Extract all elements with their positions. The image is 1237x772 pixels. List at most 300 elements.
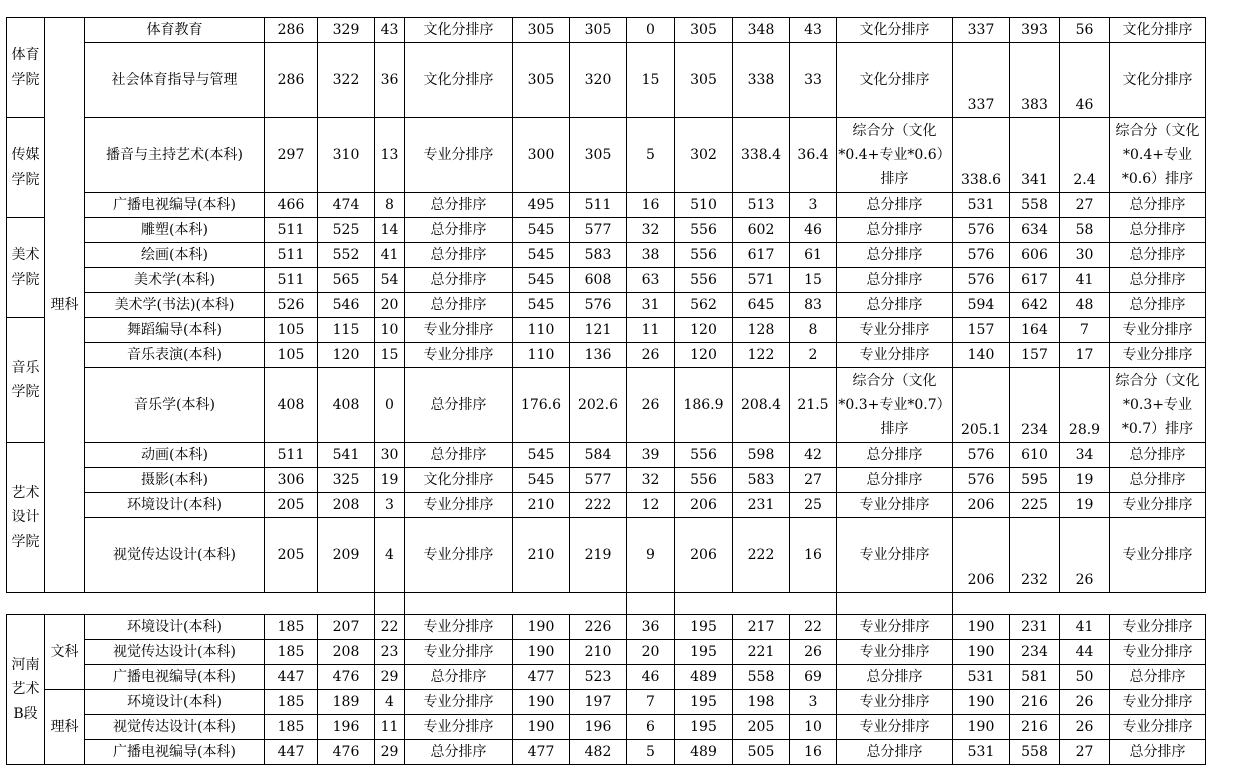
- score-cell: 477: [513, 665, 570, 690]
- score-cell: 26: [1060, 518, 1110, 593]
- score-cell: 0: [627, 18, 675, 43]
- major-cell: 视觉传达设计(本科): [85, 518, 265, 593]
- score-cell: 556: [675, 468, 733, 493]
- score-cell: 511: [570, 193, 627, 218]
- sort-method-cell: 专业分排序: [837, 615, 953, 640]
- score-cell: 44: [1060, 640, 1110, 665]
- sort-method-cell: 文化分排序: [405, 43, 513, 118]
- spacer-cell: [1010, 590, 1060, 615]
- score-cell: 305: [675, 43, 733, 118]
- table-row: [7, 193, 1206, 218]
- score-cell: 208: [318, 493, 375, 518]
- spacer-cell: [675, 590, 733, 615]
- score-cell: 36: [627, 615, 675, 640]
- score-cell: 531: [953, 665, 1010, 690]
- score-cell: 19: [1060, 468, 1110, 493]
- score-cell: 28.9: [1060, 368, 1110, 443]
- score-cell: 121: [570, 318, 627, 343]
- score-cell: 58: [1060, 218, 1110, 243]
- score-cell: 562: [675, 293, 733, 318]
- score-cell: 5: [627, 118, 675, 193]
- spacer-cell: [837, 590, 953, 615]
- sort-method-cell: 专业分排序: [837, 690, 953, 715]
- sort-method-cell: 专业分排序: [837, 715, 953, 740]
- sort-method-cell: 文化分排序: [1110, 43, 1206, 118]
- score-cell: 595: [1010, 468, 1060, 493]
- score-cell: 164: [1010, 318, 1060, 343]
- sort-method-cell: 专业分排序: [405, 640, 513, 665]
- score-cell: 226: [570, 615, 627, 640]
- table-row: [7, 243, 1206, 268]
- score-cell: 120: [675, 343, 733, 368]
- score-cell: 338.6: [953, 118, 1010, 193]
- spacer-cell: [570, 590, 627, 615]
- score-cell: 190: [953, 690, 1010, 715]
- major-cell: 音乐学(本科): [85, 368, 265, 443]
- sort-method-cell: 文化分排序: [405, 468, 513, 493]
- sort-method-cell: 专业分排序: [405, 715, 513, 740]
- score-cell: 5: [627, 740, 675, 765]
- score-cell: 565: [318, 268, 375, 293]
- score-cell: 476: [318, 740, 375, 765]
- score-cell: 602: [733, 218, 790, 243]
- section-cell: 理科: [45, 690, 85, 765]
- sort-method-cell: 总分排序: [837, 468, 953, 493]
- spacer-cell: [7, 590, 45, 615]
- score-cell: 36: [375, 43, 405, 118]
- spacer-cell: [953, 590, 1010, 615]
- score-cell: 15: [375, 343, 405, 368]
- sort-method-cell: 综合分（文化*0.4+专业*0.6）排序: [1110, 118, 1206, 193]
- spacer-cell: [265, 590, 318, 615]
- score-cell: 642: [1010, 293, 1060, 318]
- sort-method-cell: 专业分排序: [1110, 615, 1206, 640]
- score-cell: 83: [790, 293, 837, 318]
- score-cell: 63: [627, 268, 675, 293]
- sort-method-cell: 总分排序: [1110, 268, 1206, 293]
- score-cell: 305: [513, 18, 570, 43]
- score-cell: 3: [790, 193, 837, 218]
- sort-method-cell: 专业分排序: [837, 640, 953, 665]
- score-cell: 222: [570, 493, 627, 518]
- sort-method-cell: 专业分排序: [837, 318, 953, 343]
- score-cell: 0: [375, 368, 405, 443]
- score-cell: 190: [953, 615, 1010, 640]
- score-cell: 556: [675, 243, 733, 268]
- score-cell: 466: [265, 193, 318, 218]
- score-cell: 69: [790, 665, 837, 690]
- spacer-cell: [85, 590, 265, 615]
- score-cell: 447: [265, 740, 318, 765]
- score-cell: 196: [570, 715, 627, 740]
- table-row: [7, 468, 1206, 493]
- score-cell: 2.4: [1060, 118, 1110, 193]
- score-cell: 20: [627, 640, 675, 665]
- spacer-cell: [1060, 590, 1110, 615]
- score-cell: 189: [318, 690, 375, 715]
- score-cell: 205: [733, 715, 790, 740]
- score-cell: 511: [265, 443, 318, 468]
- score-cell: 8: [790, 318, 837, 343]
- score-cell: 185: [265, 615, 318, 640]
- score-cell: 186.9: [675, 368, 733, 443]
- score-cell: 43: [790, 18, 837, 43]
- score-cell: 297: [265, 118, 318, 193]
- score-cell: 541: [318, 443, 375, 468]
- score-cell: 447: [265, 665, 318, 690]
- sort-method-cell: 总分排序: [405, 665, 513, 690]
- score-cell: 157: [1010, 343, 1060, 368]
- score-cell: 10: [790, 715, 837, 740]
- score-cell: 482: [570, 740, 627, 765]
- score-cell: 583: [570, 243, 627, 268]
- sort-method-cell: 文化分排序: [405, 18, 513, 43]
- score-cell: 571: [733, 268, 790, 293]
- sort-method-cell: 总分排序: [1110, 218, 1206, 243]
- sort-method-cell: 专业分排序: [837, 493, 953, 518]
- sort-method-cell: 总分排序: [837, 740, 953, 765]
- table-row: [7, 43, 1206, 118]
- score-cell: 27: [1060, 740, 1110, 765]
- sort-method-cell: 专业分排序: [837, 343, 953, 368]
- score-cell: 576: [953, 468, 1010, 493]
- score-cell: 338.4: [733, 118, 790, 193]
- score-cell: 610: [1010, 443, 1060, 468]
- score-cell: 329: [318, 18, 375, 43]
- score-cell: 26: [1060, 690, 1110, 715]
- score-cell: 408: [265, 368, 318, 443]
- major-cell: 环境设计(本科): [85, 690, 265, 715]
- score-cell: 305: [675, 18, 733, 43]
- sort-method-cell: 专业分排序: [1110, 318, 1206, 343]
- score-cell: 558: [1010, 740, 1060, 765]
- sort-method-cell: 总分排序: [1110, 243, 1206, 268]
- score-cell: 33: [790, 43, 837, 118]
- sort-method-cell: 总分排序: [837, 293, 953, 318]
- score-cell: 545: [513, 218, 570, 243]
- major-cell: 音乐表演(本科): [85, 343, 265, 368]
- score-cell: 136: [570, 343, 627, 368]
- sort-method-cell: 文化分排序: [837, 18, 953, 43]
- score-cell: 408: [318, 368, 375, 443]
- score-cell: 556: [675, 218, 733, 243]
- score-cell: 190: [513, 715, 570, 740]
- sort-method-cell: 综合分（文化*0.3+专业*0.7）排序: [1110, 368, 1206, 443]
- major-cell: 动画(本科): [85, 443, 265, 468]
- score-cell: 205: [265, 518, 318, 593]
- sort-method-cell: 总分排序: [1110, 193, 1206, 218]
- spacer-cell: [318, 590, 375, 615]
- score-cell: 552: [318, 243, 375, 268]
- major-cell: 绘画(本科): [85, 243, 265, 268]
- score-cell: 12: [627, 493, 675, 518]
- score-cell: 207: [318, 615, 375, 640]
- sort-method-cell: 专业分排序: [1110, 690, 1206, 715]
- score-cell: 26: [627, 368, 675, 443]
- score-cell: 216: [1010, 690, 1060, 715]
- college-cell: 体育学院: [7, 18, 45, 118]
- sort-method-cell: 总分排序: [405, 193, 513, 218]
- score-cell: 576: [953, 243, 1010, 268]
- score-cell: 511: [265, 218, 318, 243]
- score-cell: 558: [733, 665, 790, 690]
- score-cell: 197: [570, 690, 627, 715]
- table-row: [7, 640, 1206, 665]
- table-row: [7, 18, 1206, 43]
- score-cell: 208: [318, 640, 375, 665]
- score-cell: 202.6: [570, 368, 627, 443]
- score-cell: 26: [790, 640, 837, 665]
- sort-method-cell: 专业分排序: [1110, 493, 1206, 518]
- score-cell: 234: [1010, 640, 1060, 665]
- sort-method-cell: 总分排序: [837, 665, 953, 690]
- score-cell: 22: [375, 615, 405, 640]
- score-cell: 337: [953, 43, 1010, 118]
- score-cell: 120: [675, 318, 733, 343]
- score-cell: 545: [513, 243, 570, 268]
- sort-method-cell: 专业分排序: [405, 318, 513, 343]
- score-cell: 27: [1060, 193, 1110, 218]
- score-cell: 8: [375, 193, 405, 218]
- score-cell: 122: [733, 343, 790, 368]
- score-cell: 39: [627, 443, 675, 468]
- score-cell: 22: [790, 615, 837, 640]
- score-cell: 581: [1010, 665, 1060, 690]
- score-cell: 477: [513, 740, 570, 765]
- score-cell: 617: [1010, 268, 1060, 293]
- score-cell: 310: [318, 118, 375, 193]
- score-cell: 54: [375, 268, 405, 293]
- score-cell: 320: [570, 43, 627, 118]
- score-cell: 231: [1010, 615, 1060, 640]
- table-row: [7, 615, 1206, 640]
- spacer-cell: [627, 590, 675, 615]
- major-cell: 体育教育: [85, 18, 265, 43]
- score-cell: 210: [513, 518, 570, 593]
- score-cell: 29: [375, 665, 405, 690]
- score-cell: 210: [513, 493, 570, 518]
- score-cell: 48: [1060, 293, 1110, 318]
- score-cell: 46: [790, 218, 837, 243]
- score-cell: 576: [953, 218, 1010, 243]
- major-cell: 广播电视编导(本科): [85, 740, 265, 765]
- score-cell: 196: [318, 715, 375, 740]
- score-cell: 510: [675, 193, 733, 218]
- score-cell: 576: [953, 443, 1010, 468]
- score-cell: 206: [953, 493, 1010, 518]
- section-cell: 理科: [45, 18, 85, 593]
- score-cell: 9: [627, 518, 675, 593]
- score-cell: 206: [953, 518, 1010, 593]
- score-cell: 584: [570, 443, 627, 468]
- table-row: [7, 493, 1206, 518]
- score-cell: 546: [318, 293, 375, 318]
- sort-method-cell: 总分排序: [837, 268, 953, 293]
- score-cell: 46: [1060, 43, 1110, 118]
- section-cell: 文科: [45, 615, 85, 690]
- score-cell: 306: [265, 468, 318, 493]
- score-cell: 140: [953, 343, 1010, 368]
- sort-method-cell: 文化分排序: [837, 43, 953, 118]
- score-cell: 474: [318, 193, 375, 218]
- major-cell: 视觉传达设计(本科): [85, 715, 265, 740]
- score-cell: 20: [375, 293, 405, 318]
- score-cell: 41: [375, 243, 405, 268]
- score-cell: 23: [375, 640, 405, 665]
- score-cell: 341: [1010, 118, 1060, 193]
- major-cell: 社会体育指导与管理: [85, 43, 265, 118]
- score-cell: 305: [570, 118, 627, 193]
- score-cell: 216: [1010, 715, 1060, 740]
- score-cell: 10: [375, 318, 405, 343]
- table-row: [7, 343, 1206, 368]
- major-cell: 美术学(本科): [85, 268, 265, 293]
- score-cell: 3: [375, 493, 405, 518]
- score-cell: 594: [953, 293, 1010, 318]
- table-row: [7, 218, 1206, 243]
- score-cell: 325: [318, 468, 375, 493]
- sort-method-cell: 综合分（文化*0.4+专业*0.6）排序: [837, 118, 953, 193]
- table-row: [7, 715, 1206, 740]
- score-cell: 11: [375, 715, 405, 740]
- score-cell: 489: [675, 665, 733, 690]
- score-cell: 348: [733, 18, 790, 43]
- score-cell: 157: [953, 318, 1010, 343]
- score-cell: 13: [375, 118, 405, 193]
- score-cell: 21.5: [790, 368, 837, 443]
- score-cell: 231: [733, 493, 790, 518]
- sort-method-cell: 总分排序: [837, 243, 953, 268]
- score-cell: 511: [265, 243, 318, 268]
- score-cell: 41: [1060, 615, 1110, 640]
- sort-method-cell: 总分排序: [837, 218, 953, 243]
- major-cell: 摄影(本科): [85, 468, 265, 493]
- college-cell: 艺术设计学院: [7, 443, 45, 593]
- score-cell: 61: [790, 243, 837, 268]
- score-cell: 128: [733, 318, 790, 343]
- score-cell: 617: [733, 243, 790, 268]
- score-cell: 190: [953, 715, 1010, 740]
- table-row: [7, 443, 1206, 468]
- table-row: [7, 368, 1206, 443]
- score-cell: 322: [318, 43, 375, 118]
- admission-score-table-main: [6, 17, 1206, 593]
- score-cell: 225: [1010, 493, 1060, 518]
- score-cell: 545: [513, 443, 570, 468]
- sort-method-cell: 总分排序: [405, 740, 513, 765]
- score-cell: 19: [375, 468, 405, 493]
- score-cell: 50: [1060, 665, 1110, 690]
- score-cell: 190: [513, 615, 570, 640]
- score-cell: 4: [375, 518, 405, 593]
- score-cell: 558: [1010, 193, 1060, 218]
- score-cell: 577: [570, 218, 627, 243]
- score-cell: 2: [790, 343, 837, 368]
- spacer-cell: [45, 590, 85, 615]
- score-cell: 526: [265, 293, 318, 318]
- group-cell: 河南艺术B段: [7, 615, 45, 765]
- score-cell: 16: [627, 193, 675, 218]
- sort-method-cell: 文化分排序: [1110, 18, 1206, 43]
- score-cell: 645: [733, 293, 790, 318]
- score-cell: 577: [570, 468, 627, 493]
- score-cell: 598: [733, 443, 790, 468]
- score-cell: 176.6: [513, 368, 570, 443]
- score-cell: 190: [513, 690, 570, 715]
- score-cell: 217: [733, 615, 790, 640]
- sort-method-cell: 专业分排序: [405, 615, 513, 640]
- score-cell: 6: [627, 715, 675, 740]
- score-cell: 16: [790, 740, 837, 765]
- score-cell: 195: [675, 615, 733, 640]
- score-cell: 634: [1010, 218, 1060, 243]
- score-cell: 42: [790, 443, 837, 468]
- spacer-cell: [1110, 590, 1206, 615]
- sort-method-cell: 总分排序: [405, 268, 513, 293]
- score-cell: 531: [953, 193, 1010, 218]
- major-cell: 舞蹈编导(本科): [85, 318, 265, 343]
- score-cell: 110: [513, 343, 570, 368]
- score-cell: 115: [318, 318, 375, 343]
- score-cell: 56: [1060, 18, 1110, 43]
- score-cell: 31: [627, 293, 675, 318]
- score-cell: 3: [790, 690, 837, 715]
- score-cell: 7: [627, 690, 675, 715]
- sort-method-cell: 总分排序: [1110, 665, 1206, 690]
- score-cell: 19: [1060, 493, 1110, 518]
- score-cell: 209: [318, 518, 375, 593]
- major-cell: 广播电视编导(本科): [85, 665, 265, 690]
- sort-method-cell: 总分排序: [1110, 468, 1206, 493]
- sort-method-cell: 专业分排序: [837, 518, 953, 593]
- score-cell: 302: [675, 118, 733, 193]
- sort-method-cell: 总分排序: [1110, 740, 1206, 765]
- major-cell: 广播电视编导(本科): [85, 193, 265, 218]
- spacer-cell: [375, 590, 405, 615]
- score-cell: 210: [570, 640, 627, 665]
- score-cell: 38: [627, 243, 675, 268]
- score-cell: 190: [953, 640, 1010, 665]
- sort-method-cell: 总分排序: [1110, 293, 1206, 318]
- score-cell: 105: [265, 343, 318, 368]
- score-cell: 505: [733, 740, 790, 765]
- score-cell: 46: [627, 665, 675, 690]
- sort-method-cell: 综合分（文化*0.3+专业*0.7）排序: [837, 368, 953, 443]
- college-cell: 音乐学院: [7, 318, 45, 443]
- score-cell: 30: [375, 443, 405, 468]
- major-cell: 播音与主持艺术(本科): [85, 118, 265, 193]
- score-cell: 185: [265, 690, 318, 715]
- score-cell: 105: [265, 318, 318, 343]
- score-cell: 576: [570, 293, 627, 318]
- score-cell: 305: [513, 43, 570, 118]
- score-cell: 32: [627, 468, 675, 493]
- sort-method-cell: 专业分排序: [405, 690, 513, 715]
- spacer-cell: [790, 590, 837, 615]
- sort-method-cell: 专业分排序: [405, 118, 513, 193]
- sort-method-cell: 专业分排序: [1110, 343, 1206, 368]
- score-cell: 7: [1060, 318, 1110, 343]
- table-row: [7, 293, 1206, 318]
- score-cell: 476: [318, 665, 375, 690]
- sort-method-cell: 总分排序: [405, 293, 513, 318]
- score-cell: 15: [790, 268, 837, 293]
- table-row: [7, 740, 1206, 765]
- college-cell: 传媒学院: [7, 118, 45, 218]
- score-cell: 208.4: [733, 368, 790, 443]
- table-row: [7, 318, 1206, 343]
- score-cell: 489: [675, 740, 733, 765]
